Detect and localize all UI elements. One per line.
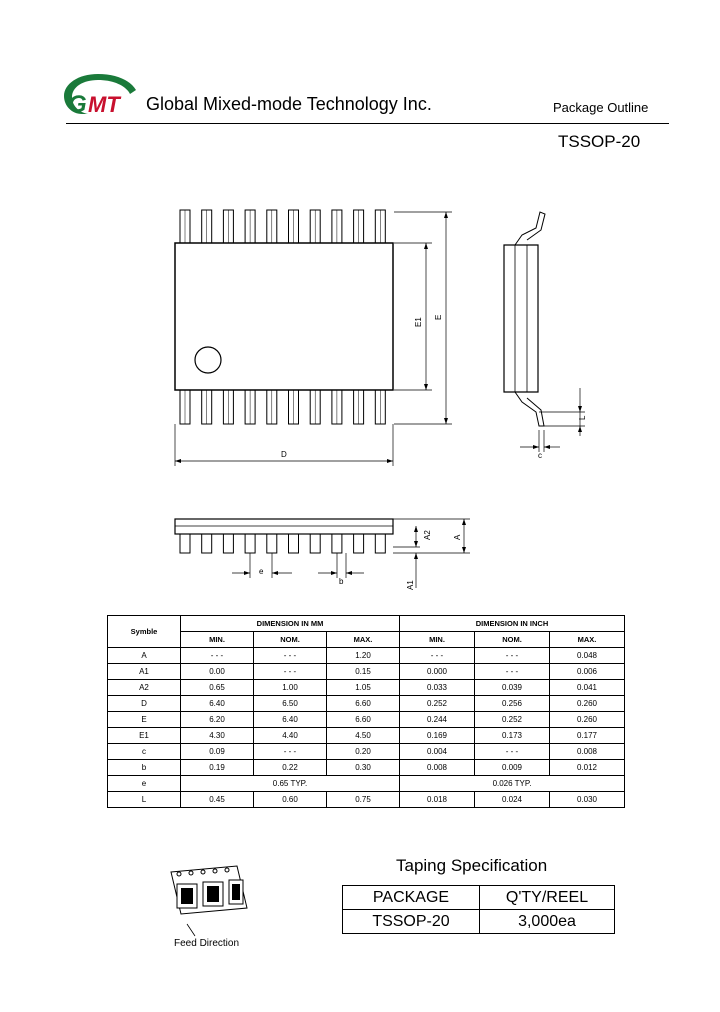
label-e: e [259, 567, 264, 576]
sub-header: MAX. [550, 632, 625, 648]
feed-direction-label: Feed Direction [174, 938, 240, 949]
inch-header: DIMENSION IN INCH [400, 616, 625, 632]
value-cell: - - - [254, 664, 327, 680]
sub-header: NOM. [475, 632, 550, 648]
value-cell: 6.50 [254, 696, 327, 712]
bottom-pins [180, 390, 385, 424]
value-cell: 0.048 [550, 648, 625, 664]
side-view-body [504, 245, 538, 392]
label-b: b [339, 577, 344, 586]
taping-qty-value: 3,000ea [480, 910, 615, 934]
table-row [108, 696, 625, 712]
top-pins [180, 210, 385, 244]
value-cell: 4.40 [254, 728, 327, 744]
value-cell: 0.033 [400, 680, 475, 696]
value-cell: 1.00 [254, 680, 327, 696]
symbol-cell: A1 [108, 664, 181, 680]
value-cell: 0.244 [400, 712, 475, 728]
value-cell: 1.20 [327, 648, 400, 664]
value-cell: 0.169 [400, 728, 475, 744]
value-cell: 0.030 [550, 792, 625, 808]
taping-header-package: PACKAGE [343, 886, 480, 910]
sub-header: MAX. [327, 632, 400, 648]
table-row [108, 776, 625, 792]
value-cell: - - - [400, 648, 475, 664]
typ-mm-cell: 0.65 TYP. [181, 776, 400, 792]
table-row [108, 648, 625, 664]
table-row [108, 744, 625, 760]
dimension-table [107, 615, 625, 808]
value-cell: - - - [475, 648, 550, 664]
value-cell: 0.260 [550, 712, 625, 728]
value-cell: 0.000 [400, 664, 475, 680]
symbol-cell: E1 [108, 728, 181, 744]
value-cell: - - - [475, 664, 550, 680]
value-cell: 0.256 [475, 696, 550, 712]
value-cell: - - - [475, 744, 550, 760]
value-cell: 0.008 [400, 760, 475, 776]
sub-header: MIN. [181, 632, 254, 648]
symbol-cell: E [108, 712, 181, 728]
package-title: TSSOP-20 [558, 132, 641, 151]
taping-table [342, 885, 615, 934]
value-cell: 0.252 [400, 696, 475, 712]
value-cell: 1.05 [327, 680, 400, 696]
table-row [108, 760, 625, 776]
value-cell: 0.018 [400, 792, 475, 808]
front-view-body [175, 519, 393, 534]
value-cell: 0.45 [181, 792, 254, 808]
value-cell: 0.009 [475, 760, 550, 776]
value-cell: 6.60 [327, 712, 400, 728]
value-cell: 0.024 [475, 792, 550, 808]
value-cell: 6.60 [327, 696, 400, 712]
value-cell: 0.20 [327, 744, 400, 760]
sub-header: NOM. [254, 632, 327, 648]
value-cell: 0.22 [254, 760, 327, 776]
value-cell: 0.177 [550, 728, 625, 744]
label-L: L [578, 415, 587, 420]
value-cell: - - - [181, 648, 254, 664]
value-cell: 0.039 [475, 680, 550, 696]
value-cell: 0.012 [550, 760, 625, 776]
symbol-cell: e [108, 776, 181, 792]
symbol-cell: D [108, 696, 181, 712]
label-E1: E1 [414, 317, 423, 327]
value-cell: 0.252 [475, 712, 550, 728]
value-cell: 0.041 [550, 680, 625, 696]
symbol-cell: L [108, 792, 181, 808]
value-cell: 0.260 [550, 696, 625, 712]
value-cell: 0.173 [475, 728, 550, 744]
typ-inch-cell: 0.026 TYP. [400, 776, 625, 792]
label-A2: A2 [423, 530, 432, 540]
company-name: Global Mixed-mode Technology Inc. [146, 94, 432, 114]
value-cell: 0.75 [327, 792, 400, 808]
table-row [108, 792, 625, 808]
value-cell: 0.00 [181, 664, 254, 680]
value-cell: 0.006 [550, 664, 625, 680]
value-cell: 0.60 [254, 792, 327, 808]
value-cell: 0.004 [400, 744, 475, 760]
value-cell: - - - [254, 648, 327, 664]
symbol-cell: A2 [108, 680, 181, 696]
tape-illustration [165, 862, 255, 938]
table-row [108, 712, 625, 728]
value-cell: - - - [254, 744, 327, 760]
taping-package-value: TSSOP-20 [343, 910, 480, 934]
table-row [108, 680, 625, 696]
taping-header-qty: Q'TY/REEL [480, 886, 615, 910]
sub-header: MIN. [400, 632, 475, 648]
taping-title: Taping Specification [396, 856, 548, 875]
value-cell: 0.008 [550, 744, 625, 760]
value-cell: 0.09 [181, 744, 254, 760]
table-row [108, 664, 625, 680]
value-cell: 4.50 [327, 728, 400, 744]
label-D: D [281, 450, 287, 459]
label-A1: A1 [406, 580, 415, 590]
label-c: c [538, 451, 542, 460]
symbol-cell: b [108, 760, 181, 776]
svg-text:G: G [68, 91, 87, 118]
label-A: A [453, 534, 462, 540]
value-cell: 6.40 [254, 712, 327, 728]
table-row [108, 728, 625, 744]
section-title: Package Outline [553, 100, 649, 115]
value-cell: 0.65 [181, 680, 254, 696]
value-cell: 0.15 [327, 664, 400, 680]
value-cell: 0.30 [327, 760, 400, 776]
symbol-cell: c [108, 744, 181, 760]
symbol-header: Symble [108, 616, 181, 648]
mm-header: DIMENSION IN MM [181, 616, 400, 632]
svg-text:MT: MT [88, 92, 120, 117]
value-cell: 0.19 [181, 760, 254, 776]
label-E: E [434, 314, 443, 320]
value-cell: 4.30 [181, 728, 254, 744]
package-body-top-view [175, 243, 393, 390]
value-cell: 6.20 [181, 712, 254, 728]
symbol-cell: A [108, 648, 181, 664]
value-cell: 6.40 [181, 696, 254, 712]
